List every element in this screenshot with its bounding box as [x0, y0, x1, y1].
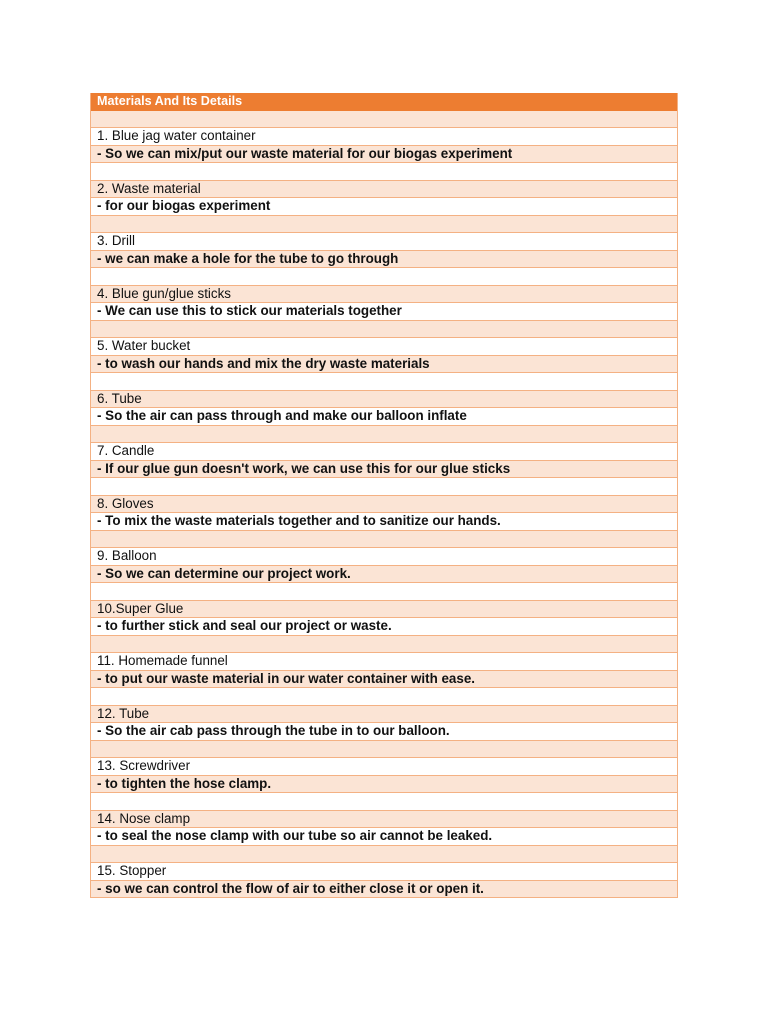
- material-name: 2. Waste material: [91, 181, 677, 199]
- material-name: 14. Nose clamp: [91, 811, 677, 829]
- material-name: 12. Tube: [91, 706, 677, 724]
- spacer-row: [91, 846, 677, 864]
- material-name: 11. Homemade funnel: [91, 653, 677, 671]
- spacer-row: [91, 583, 677, 601]
- material-detail: - So the air can pass through and make our balloon inflate: [91, 408, 677, 426]
- spacer-row: [91, 636, 677, 654]
- material-detail: - to wash our hands and mix the dry waste materials: [91, 356, 677, 374]
- table-body: [91, 111, 677, 899]
- spacer-row: [91, 163, 677, 181]
- spacer-row: [91, 426, 677, 444]
- material-detail: - to further stick and seal our project or waste.: [91, 618, 677, 636]
- spacer-row: [91, 793, 677, 811]
- spacer-row: [91, 531, 677, 549]
- material-detail: - To mix the waste materials together and to sanitize our hands.: [91, 513, 677, 531]
- material-name: 9. Balloon: [91, 548, 677, 566]
- material-detail: - So the air cab pass through the tube in to our balloon.: [91, 723, 677, 741]
- material-name: 15. Stopper: [91, 863, 677, 881]
- material-name: 3. Drill: [91, 233, 677, 251]
- material-detail: - So we can determine our project work.: [91, 566, 677, 584]
- spacer-row: [91, 111, 677, 129]
- spacer-row: [91, 741, 677, 759]
- spacer-row: [91, 688, 677, 706]
- material-name: 4. Blue gun/glue sticks: [91, 286, 677, 304]
- spacer-row: [91, 373, 677, 391]
- material-detail: - to tighten the hose clamp.: [91, 776, 677, 794]
- spacer-row: [91, 268, 677, 286]
- material-detail: - If our glue gun doesn't work, we can use this for our glue sticks: [91, 461, 677, 479]
- material-detail: - to put our waste material in our water container with ease.: [91, 671, 677, 689]
- materials-table: [90, 93, 678, 898]
- material-detail: - So we can mix/put our waste material for our biogas experiment: [91, 146, 677, 164]
- material-detail: - so we can control the flow of air to either close it or open it.: [91, 881, 677, 899]
- spacer-row: [91, 478, 677, 496]
- material-name: 13. Screwdriver: [91, 758, 677, 776]
- material-name: 7. Candle: [91, 443, 677, 461]
- material-detail: - to seal the nose clamp with our tube so air cannot be leaked.: [91, 828, 677, 846]
- material-name: 5. Water bucket: [91, 338, 677, 356]
- material-detail: - We can use this to stick our materials together: [91, 303, 677, 321]
- material-name: 8. Gloves: [91, 496, 677, 514]
- table-header: Materials And Its Details: [91, 93, 677, 111]
- material-detail: - we can make a hole for the tube to go through: [91, 251, 677, 269]
- material-detail: - for our biogas experiment: [91, 198, 677, 216]
- material-name: 1. Blue jag water container: [91, 128, 677, 146]
- material-name: 10.Super Glue: [91, 601, 677, 619]
- spacer-row: [91, 216, 677, 234]
- spacer-row: [91, 321, 677, 339]
- material-name: 6. Tube: [91, 391, 677, 409]
